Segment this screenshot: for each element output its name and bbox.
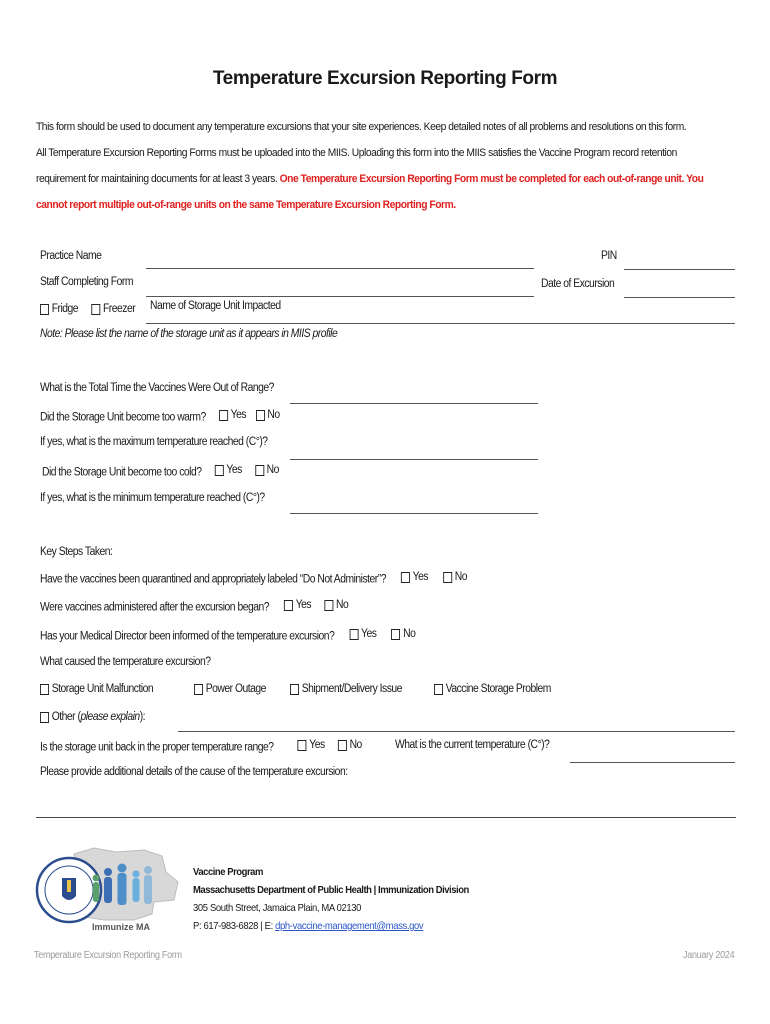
footer-program: Vaccine Program xyxy=(193,866,263,878)
storage-unit-note: Note: Please list the name of the storage unit as it appears in MIIS profile xyxy=(40,328,338,340)
unit-type-row xyxy=(40,303,135,318)
min-temp-input[interactable] xyxy=(290,513,538,514)
too-warm-row xyxy=(40,409,280,424)
fridge-checkbox[interactable] xyxy=(40,304,49,315)
cause-option-4-checkbox[interactable] xyxy=(434,684,443,695)
storage-unit-label: Name of Storage Unit Impacted xyxy=(150,300,281,312)
back-in-range-label: Is the storage unit back in the proper temperature range? xyxy=(40,741,274,754)
director-yes[interactable]: Yes xyxy=(349,628,376,640)
administered-label: Were vaccines administered after the excursion began? xyxy=(40,601,270,614)
cause-vaccine-storage[interactable]: Vaccine Storage Problem xyxy=(434,683,551,698)
staff-completing-label: Staff Completing Form xyxy=(40,276,133,288)
current-temp-input[interactable] xyxy=(570,762,735,763)
director-row xyxy=(40,628,415,643)
additional-details-input[interactable] xyxy=(36,817,736,818)
footer-date: January 2024 xyxy=(683,950,735,961)
staff-completing-input[interactable] xyxy=(146,296,534,297)
too-warm-no[interactable]: No xyxy=(256,409,280,421)
footer-address: 305 South Street, Jamaica Plain, MA 02130 xyxy=(193,902,362,914)
cause-other-checkbox[interactable] xyxy=(40,712,49,723)
too-warm-yes-checkbox[interactable] xyxy=(219,410,228,421)
cause-other-suffix: ): xyxy=(139,711,146,723)
fridge-option[interactable]: Fridge xyxy=(40,303,78,315)
footer-contact xyxy=(193,920,423,932)
cause-option-1-checkbox[interactable] xyxy=(40,684,49,695)
too-cold-no[interactable]: No xyxy=(255,464,279,476)
too-cold-row xyxy=(42,464,279,479)
cause-option-2-checkbox[interactable] xyxy=(194,684,203,695)
date-of-excursion-label: Date of Excursion xyxy=(541,278,615,290)
back-in-range-yes-checkbox[interactable] xyxy=(298,740,307,751)
too-cold-label: Did the Storage Unit become too cold? xyxy=(42,466,202,479)
cause-other-italic: please explain xyxy=(80,711,140,723)
administered-yes-checkbox[interactable] xyxy=(284,600,293,611)
key-steps-heading: Key Steps Taken: xyxy=(40,546,113,558)
practice-name-input[interactable] xyxy=(146,268,534,269)
too-warm-label: Did the Storage Unit become too warm? xyxy=(40,411,206,424)
back-in-range-no-checkbox[interactable] xyxy=(338,740,347,751)
storage-unit-input[interactable] xyxy=(146,323,735,324)
back-in-range-row xyxy=(40,739,362,754)
date-of-excursion-input[interactable] xyxy=(624,297,735,298)
director-label: Has your Medical Director been informed of the temperature excursion? xyxy=(40,630,335,643)
max-temp-label: If yes, what is the maximum temperature reached (C°)? xyxy=(40,436,268,448)
max-temp-input[interactable] xyxy=(290,459,538,460)
intro-line-1: This form should be used to document any temperature excursions that your site experiences. Keep detailed notes of all problems and resolutions on this form. xyxy=(36,121,687,133)
intro-line-3 xyxy=(36,166,704,192)
form-title: Temperature Excursion Reporting Form xyxy=(212,68,558,89)
logo-text: Immunize MA xyxy=(92,922,151,932)
freezer-checkbox[interactable] xyxy=(91,304,100,315)
too-warm-no-checkbox[interactable] xyxy=(256,410,265,421)
quarantined-label: Have the vaccines been quarantined and appropriately labeled “Do Not Administer”? xyxy=(40,573,386,586)
pin-label: PIN xyxy=(601,250,617,262)
too-cold-yes[interactable]: Yes xyxy=(215,464,242,476)
cause-other-prefix: Other ( xyxy=(51,711,81,723)
too-warm-yes[interactable]: Yes xyxy=(219,409,246,421)
intro-line-3-plain: requirement for maintaining documents for at least 3 years. xyxy=(36,173,280,185)
immunize-ma-logo xyxy=(34,842,184,942)
footer-form-name: Temperature Excursion Reporting Form xyxy=(34,950,182,961)
intro-line-2: All Temperature Excursion Reporting Forms must be uploaded into the MIIS. Uploading this form into the MIIS satisfies the Vaccine Program record retention xyxy=(36,147,677,159)
quarantined-no[interactable]: No xyxy=(443,571,467,583)
director-yes-checkbox[interactable] xyxy=(349,629,358,640)
quarantined-yes[interactable]: Yes xyxy=(401,571,428,583)
current-temp-label: What is the current temperature (C°)? xyxy=(395,739,550,751)
administered-row xyxy=(40,599,348,614)
too-cold-no-checkbox[interactable] xyxy=(255,465,264,476)
footer-department: Massachusetts Department of Public Health | Immunization Division xyxy=(193,884,469,896)
min-temp-label: If yes, what is the minimum temperature reached (C°)? xyxy=(40,492,265,504)
freezer-option[interactable]: Freezer xyxy=(91,303,135,315)
footer-phone: P: 617-983-6828 | E: xyxy=(193,920,276,932)
back-in-range-yes[interactable]: Yes xyxy=(298,739,325,751)
director-no-checkbox[interactable] xyxy=(391,629,400,640)
total-time-label: What is the Total Time the Vaccines Were Out of Range? xyxy=(40,382,274,394)
back-in-range-no[interactable]: No xyxy=(338,739,362,751)
cause-option-3-checkbox[interactable] xyxy=(290,684,299,695)
practice-name-label: Practice Name xyxy=(40,250,102,262)
administered-no-checkbox[interactable] xyxy=(324,600,333,611)
additional-details-label: Please provide additional details of the cause of the temperature excursion: xyxy=(40,766,348,778)
footer-email-link[interactable]: dph-vaccine-management@mass.gov xyxy=(275,920,424,932)
intro-line-4-emphasis: cannot report multiple out-of-range units on the same Temperature Excursion Reporting Form. xyxy=(36,199,456,211)
pin-input[interactable] xyxy=(624,269,735,270)
intro-line-3-emphasis: One Temperature Excursion Reporting Form must be completed for each out-of-range unit. You xyxy=(279,173,704,185)
cause-question: What caused the temperature excursion? xyxy=(40,656,211,668)
total-time-input[interactable] xyxy=(290,403,538,404)
quarantined-yes-checkbox[interactable] xyxy=(401,572,410,583)
cause-storage-unit-malfunction[interactable]: Storage Unit Malfunction xyxy=(40,683,153,698)
quarantined-no-checkbox[interactable] xyxy=(443,572,452,583)
quarantined-row xyxy=(40,571,467,586)
administered-yes[interactable]: Yes xyxy=(284,599,311,611)
cause-other[interactable] xyxy=(40,711,145,726)
cause-other-input[interactable] xyxy=(178,731,735,732)
too-cold-yes-checkbox[interactable] xyxy=(215,465,224,476)
cause-shipment-delivery[interactable]: Shipment/Delivery Issue xyxy=(290,683,402,698)
cause-power-outage[interactable]: Power Outage xyxy=(194,683,266,698)
administered-no[interactable]: No xyxy=(324,599,348,611)
director-no[interactable]: No xyxy=(391,628,415,640)
